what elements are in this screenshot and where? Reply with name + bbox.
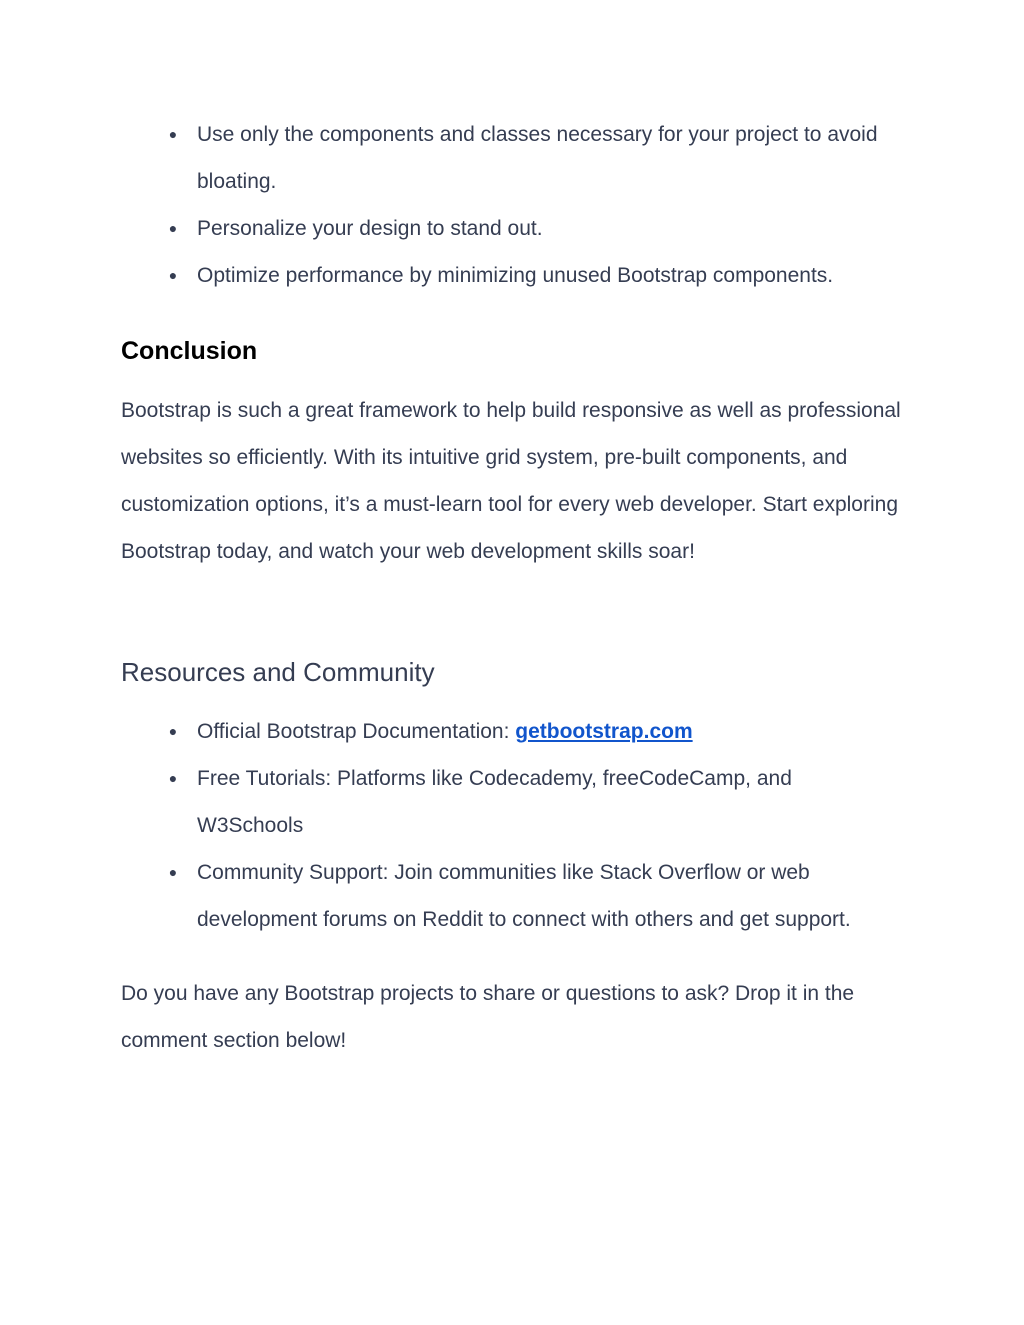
list-item-text: Community Support: Join communities like Stack Overflow or web development forums on Reddit to connect with others and get support. (197, 861, 851, 931)
list-item (0, 252, 1024, 299)
list-item-text: Use only the components and classes necessary for your project to avoid bloating. (197, 123, 878, 193)
resources-list (0, 708, 1024, 943)
getbootstrap-link[interactable]: getbootstrap.com (515, 720, 693, 743)
conclusion-heading: Conclusion (121, 337, 258, 365)
list-item-text: Personalize your design to stand out. (197, 217, 543, 240)
bullet-icon: ● (168, 770, 178, 786)
list-item-text: Optimize performance by minimizing unused Bootstrap components. (197, 264, 834, 287)
list-item (0, 755, 1024, 849)
conclusion-paragraph: Bootstrap is such a great framework to help build responsive as well as professional websites so efficiently. With its intuitive grid system, pre-built components, and customization options, it’s a must-learn tool for every web developer. Start exploring Bootstrap today, and watch your web development skills soar! (121, 399, 901, 563)
tips-list (0, 111, 1024, 299)
list-item-text: Free Tutorials: Platforms like Codecademy, freeCodeCamp, and W3Schools (197, 767, 792, 837)
closing-paragraph: Do you have any Bootstrap projects to share or questions to ask? Drop it in the comment section below! (121, 982, 855, 1052)
bullet-icon: ● (168, 864, 178, 880)
docs-label: Official Bootstrap Documentation: (197, 720, 516, 743)
bullet-icon: ● (168, 267, 178, 283)
bullet-icon: ● (168, 220, 178, 236)
resources-heading: Resources and Community (121, 657, 435, 687)
list-item (0, 111, 1024, 205)
list-item (0, 205, 1024, 252)
list-item-text (197, 708, 914, 755)
list-item (0, 708, 1024, 755)
bullet-icon: ● (168, 723, 178, 739)
list-item (0, 849, 1024, 943)
bullet-icon: ● (168, 126, 178, 142)
